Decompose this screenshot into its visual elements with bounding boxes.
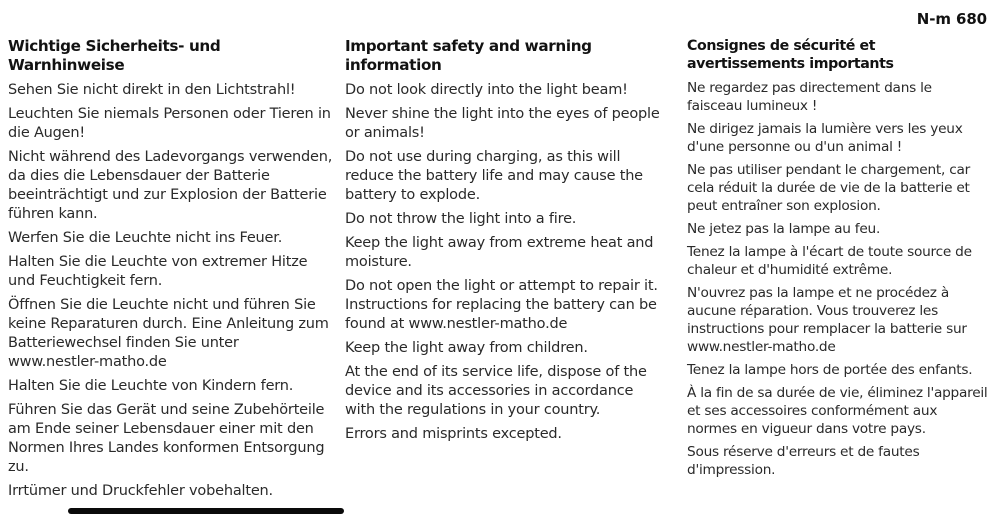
warning-paragraph: Nicht während des Ladevorgangs verwenden, da dies die Lebensdauer der Batterie beeinträchtigt und zur Explosion der Batterie führen kann. [8,149,333,222]
warning-paragraph: Keep the light away from extreme heat and moisture. [345,235,654,270]
warning-paragraph: Irrtümer und Druckfehler vobehalten. [8,483,273,499]
warning-paragraph: N'ouvrez pas la lampe et ne procédez à aucune réparation. Vous trouverez les instructions pour remplacer la batterie sur www.nestler-matho.de [687,285,967,355]
warning-paragraph: Ne regardez pas directement dans le faisceau lumineux ! [687,80,932,114]
warning-paragraph: Do not use during charging, as this will reduce the battery life and may cause the battery to explode. [345,149,643,203]
warning-paragraph: Do not look directly into the light beam! [345,82,628,98]
warning-paragraph: Tenez la lampe à l'écart de toute source de chaleur et d'humidité extrême. [687,244,972,278]
warning-paragraph: Do not open the light or attempt to repair it. Instructions for replacing the battery can be found at www.nestler-matho.de [345,278,658,332]
section-heading-german: Wichtige Sicherheits- und Warnhinweise [8,37,221,74]
warning-paragraph: Sous réserve d'erreurs et de fautes d'impression. [687,444,920,478]
warning-paragraph: À la fin de sa durée de vie, éliminez l'appareil et ses accessoires conformément aux normes en vigueur dans votre pays. [687,385,988,437]
model-number: N-m 680 [916,10,987,28]
column-english [345,37,665,449]
warning-paragraph: Errors and misprints excepted. [345,426,562,442]
warning-paragraph: Halten Sie die Leuchte von extremer Hitze und Feuchtigkeit fern. [8,254,308,289]
warning-paragraph: Tenez la lampe hors de portée des enfants. [687,362,973,378]
warning-paragraph: Keep the light away from children. [345,340,588,356]
horizontal-scrollbar-thumb[interactable] [68,508,344,514]
column-french [687,37,990,484]
warning-paragraph: Ne jetez pas la lampe au feu. [687,221,881,237]
section-heading-english: Important safety and warning information [345,37,592,74]
warning-paragraph: Führen Sie das Gerät und seine Zubehörteile am Ende seiner Lebensdauer einer mit den Normen Ihres Landes konformen Entsorgung zu. [8,402,325,475]
warning-paragraph: Never shine the light into the eyes of people or animals! [345,106,660,141]
warning-paragraph: At the end of its service life, dispose of the device and its accessories in accordance with the regulations in your country. [345,364,647,418]
column-german [8,37,334,506]
warning-paragraph: Öffnen Sie die Leuchte nicht und führen Sie keine Reparaturen durch. Eine Anleitung zum Batteriewechsel finden Sie unter www.nestler-matho.de [8,297,329,370]
warning-paragraph: Ne pas utiliser pendant le chargement, car cela réduit la durée de vie de la batterie et peut entraîner son explosion. [687,162,970,214]
warning-paragraph: Werfen Sie die Leuchte nicht ins Feuer. [8,230,283,246]
warning-paragraph: Leuchten Sie niemals Personen oder Tieren in die Augen! [8,106,331,141]
warning-paragraph: Ne dirigez jamais la lumière vers les yeux d'une personne ou d'un animal ! [687,121,963,155]
section-heading-french: Consignes de sécurité et avertissements importants [687,38,894,72]
warning-paragraph: Halten Sie die Leuchte von Kindern fern. [8,378,294,394]
warning-paragraph: Do not throw the light into a fire. [345,211,577,227]
warning-paragraph: Sehen Sie nicht direkt in den Lichtstrahl! [8,82,296,98]
